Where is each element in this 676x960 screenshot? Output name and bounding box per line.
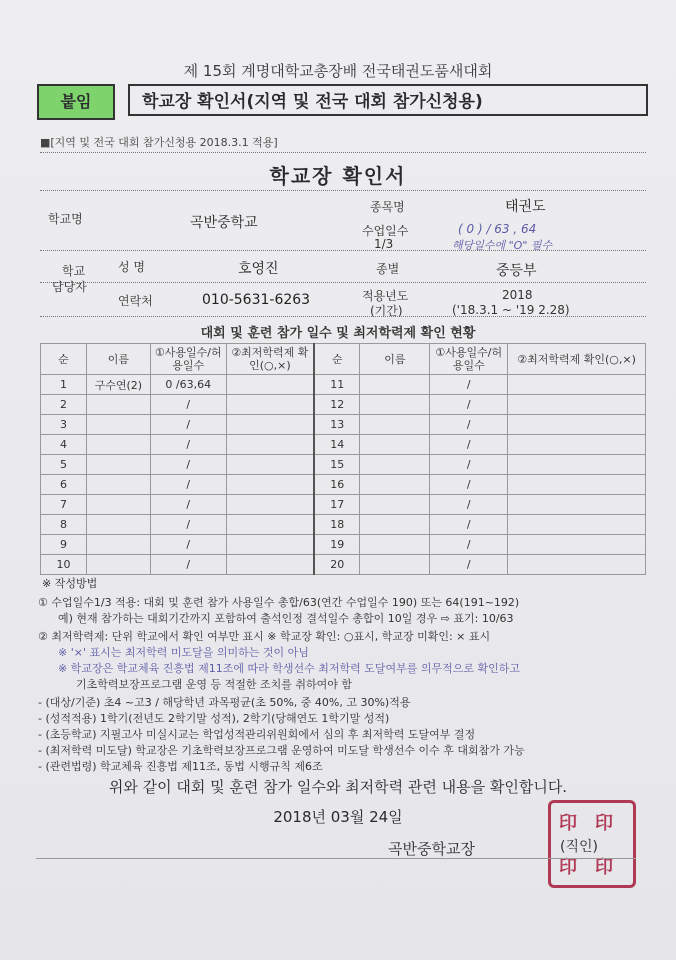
table-row: [41, 495, 646, 515]
cell-name: [360, 535, 430, 555]
cell-name: [86, 415, 150, 435]
method-line: - (초등학교) 지필고사 미실시교는 학업성적관리위원회에서 심의 후 최저학력 도달여부 결정: [38, 728, 476, 741]
cell-check: [508, 495, 646, 515]
cell-no: 11: [314, 375, 360, 395]
cell-days: /: [150, 475, 226, 495]
col-name: 이름: [86, 344, 150, 375]
cell-days: /: [150, 535, 226, 555]
cell-days: /: [430, 455, 508, 475]
cell-check: [508, 395, 646, 415]
cell-days: /: [430, 515, 508, 535]
cell-no: 12: [314, 395, 360, 415]
cell-no: 2: [41, 395, 87, 415]
name-label: 성 명: [118, 260, 145, 274]
contact-label-2: 담당자: [52, 280, 87, 294]
cell-name: [86, 475, 150, 495]
cell-days: /: [430, 375, 508, 395]
cell-days: 0 /63,64: [150, 375, 226, 395]
cell-name: [360, 395, 430, 415]
table-header-row: [41, 344, 646, 375]
table-row: [41, 455, 646, 475]
cell-check: [508, 535, 646, 555]
year-label-period: (기간): [370, 304, 403, 318]
col-no: 순: [41, 344, 87, 375]
cell-check: [226, 475, 314, 495]
method-line: ① 수업일수1/3 적용: 대회 및 훈련 참가 사용일수 총합/63(연간 수업일수 190) 또는 64(191~192): [38, 596, 520, 609]
col-check: ②최저학력제 확인(○,×): [508, 344, 646, 375]
table-row: [41, 375, 646, 395]
cell-days: /: [430, 435, 508, 455]
cell-no: 1: [41, 375, 87, 395]
table-title: 대회 및 훈련 참가 일수 및 최저학력제 확인 현황: [200, 326, 476, 341]
cell-check: [508, 415, 646, 435]
attachment-tag: 붙임: [37, 84, 115, 120]
seal-label: (직인): [560, 839, 598, 855]
principal-signature: 곡반중학교장: [388, 840, 475, 858]
cell-no: 13: [314, 415, 360, 435]
method-line: ② 최저학력제: 단위 학교에서 확인 여부만 표시 ※ 학교장 확인: ○표시, 학교장 미확인: × 표시: [38, 630, 491, 643]
cell-no: 9: [41, 535, 87, 555]
method-line: - (관련법령) 학교체육 진흥법 제11조, 동법 시행규칙 제6조: [38, 760, 323, 773]
method-line: 기초학력보장프로그램 운영 등 적절한 조치를 취하여야 함: [76, 678, 353, 691]
divider: [40, 190, 646, 191]
cell-name: [360, 435, 430, 455]
col-name: 이름: [360, 344, 430, 375]
cell-no: 14: [314, 435, 360, 455]
school-label: 학교명: [48, 212, 83, 226]
divider: [36, 858, 636, 859]
event-title: 제 15회 계명대학교총장배 전국태권도품새대회: [183, 62, 493, 80]
cell-check: [508, 455, 646, 475]
cell-days: /: [430, 395, 508, 415]
cell-days: /: [150, 395, 226, 415]
method-line: 예) 현재 참가하는 대회기간까지 포함하여 출석인정 결석일수 총합이 10일 경우 ⇨ 표기: 10/63: [58, 612, 514, 625]
method-line: ※ '×' 표시는 최저학력 미도달을 의미하는 것이 아님: [58, 646, 309, 659]
confirmation-statement: 위와 같이 대회 및 훈련 참가 일수와 최저학력 관련 내용을 확인합니다.: [108, 778, 568, 796]
cell-check: [226, 455, 314, 475]
col-days: ①사용일수/허용일수: [430, 344, 508, 375]
cell-days: /: [150, 495, 226, 515]
cell-check: [226, 555, 314, 575]
form-note: ■[지역 및 전국 대회 참가신청용 2018.3.1 적용]: [40, 136, 278, 149]
cell-name: [86, 555, 150, 575]
cell-no: 17: [314, 495, 360, 515]
divider: [40, 250, 646, 251]
table-row: [41, 435, 646, 455]
contact-label: 학교: [62, 264, 86, 278]
cell-check: [508, 515, 646, 535]
cell-days: /: [430, 475, 508, 495]
col-days: ①사용일수/허용일수: [150, 344, 226, 375]
cell-check: [508, 475, 646, 495]
cell-no: 8: [41, 515, 87, 535]
cell-days: /: [150, 555, 226, 575]
cell-name: [86, 535, 150, 555]
year-period: ('18.3.1 ~ '19 2.28): [452, 303, 570, 317]
cell-no: 5: [41, 455, 87, 475]
participation-table: [40, 343, 646, 575]
certificate-title: 학교장 확인서: [269, 164, 407, 188]
cell-days: /: [150, 455, 226, 475]
cell-no: 16: [314, 475, 360, 495]
cell-name: [360, 555, 430, 575]
divider: [40, 152, 646, 153]
method-line: - (성적적용) 1학기(전년도 2학기말 성적), 2학기(당해연도 1학기말 성적): [38, 712, 390, 725]
official-seal: 印 印 印 印: [548, 800, 636, 888]
cell-name: [360, 515, 430, 535]
cell-days: /: [430, 415, 508, 435]
cell-check: [508, 375, 646, 395]
cell-days: /: [430, 555, 508, 575]
cell-check: [508, 555, 646, 575]
cell-days: /: [150, 415, 226, 435]
cell-check: [226, 535, 314, 555]
phone-value: 010-5631-6263: [202, 292, 311, 308]
method-line: - (최저학력 미도달) 학교장은 기초학력보장프로그램 운영하여 미도달 학생선수 이수 후 대회참가 가능: [38, 744, 525, 757]
cell-name: 구수연(2): [86, 375, 150, 395]
cell-check: [226, 375, 314, 395]
cell-days: /: [150, 435, 226, 455]
name-value: 호영진: [238, 261, 279, 277]
cell-no: 3: [41, 415, 87, 435]
cell-no: 7: [41, 495, 87, 515]
cell-no: 18: [314, 515, 360, 535]
document-subtitle: 학교장 확인서(지역 및 전국 대회 참가신청용): [128, 84, 648, 116]
division-value: 중등부: [496, 263, 537, 279]
cell-name: [360, 415, 430, 435]
attendance-label: 수업일수: [362, 224, 409, 238]
cell-no: 15: [314, 455, 360, 475]
table-row: [41, 395, 646, 415]
cell-days: /: [430, 535, 508, 555]
col-check: ②최저학력제 확인(○,×): [226, 344, 314, 375]
table-row: [41, 555, 646, 575]
cell-check: [226, 515, 314, 535]
attendance-label-ratio: 1/3: [374, 237, 394, 251]
cell-name: [86, 515, 150, 535]
cell-no: 10: [41, 555, 87, 575]
cell-name: [360, 375, 430, 395]
table-row: [41, 515, 646, 535]
cell-check: [508, 435, 646, 455]
cell-name: [86, 395, 150, 415]
col-no: 순: [314, 344, 360, 375]
sport-value: 태권도: [505, 199, 546, 215]
cell-name: [86, 455, 150, 475]
issue-date: 2018년 03월 24일: [273, 808, 403, 826]
year-value: 2018: [502, 288, 533, 302]
cell-check: [226, 495, 314, 515]
cell-name: [360, 475, 430, 495]
cell-check: [226, 415, 314, 435]
cell-check: [226, 435, 314, 455]
attendance-hint: 해당일수에 "O" 필수: [452, 239, 553, 252]
table-row: [41, 535, 646, 555]
method-line: ※ 학교장은 학교체육 진흥법 제11조에 따라 학생선수 최저학력 도달여부를 의무적으로 확인하고: [58, 662, 520, 675]
cell-check: [226, 395, 314, 415]
table-row: [41, 475, 646, 495]
cell-name: [360, 455, 430, 475]
cell-days: /: [150, 515, 226, 535]
sport-label: 종목명: [370, 200, 405, 214]
cell-no: 20: [314, 555, 360, 575]
phone-label: 연락처: [118, 294, 153, 308]
table-row: [41, 415, 646, 435]
method-heading: ※ 작성방법: [42, 577, 98, 590]
cell-name: [360, 495, 430, 515]
cell-days: /: [430, 495, 508, 515]
school-value: 곡반중학교: [190, 215, 258, 231]
method-line: - (대상/기준) 초4 ~고3 / 해당학년 과목평균(초 50%, 중 40%, 고 30%)적용: [38, 696, 411, 709]
attendance-value: ( 0 ) / 63 , 64: [458, 222, 537, 236]
cell-no: 19: [314, 535, 360, 555]
year-label: 적용년도: [362, 289, 409, 303]
cell-name: [86, 435, 150, 455]
cell-name: [86, 495, 150, 515]
division-label: 종별: [376, 262, 400, 276]
divider: [40, 282, 646, 283]
cell-no: 4: [41, 435, 87, 455]
cell-no: 6: [41, 475, 87, 495]
